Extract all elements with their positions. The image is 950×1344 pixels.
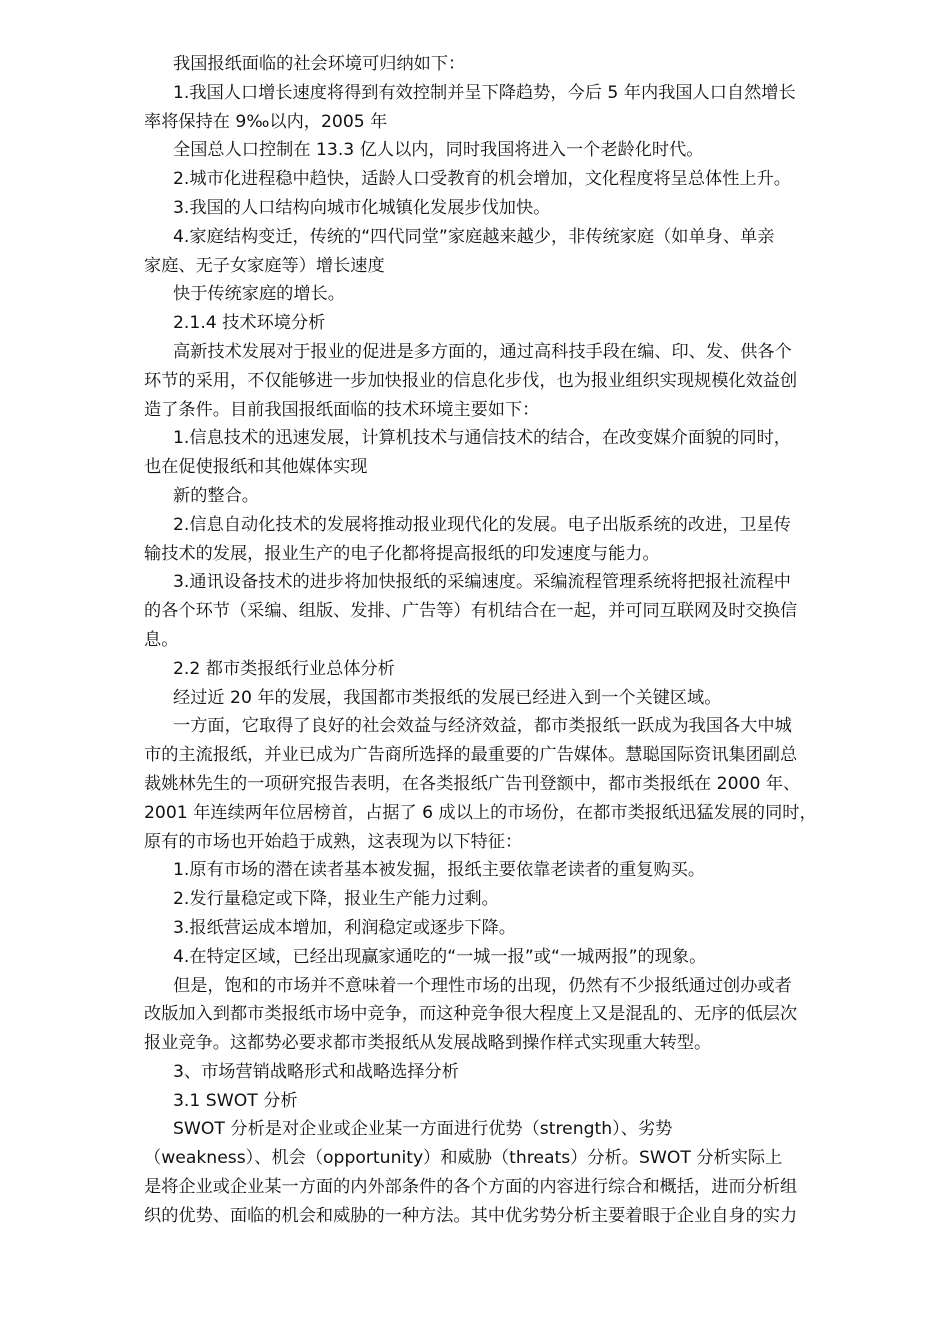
text-line: 1.我国人口增长速度将得到有效控制并呈下降趋势，今后 5 年内我国人口自然增长: [173, 82, 796, 103]
text-line: 家庭、无子女家庭等）增长速度: [144, 255, 385, 276]
document-page: [144, 50, 878, 1231]
text-line: 原有的市场也开始趋于成熟，这表现为以下特征：: [144, 831, 523, 852]
text-line: 一方面，它取得了良好的社会效益与经济效益，都市类报纸一跃成为我国各大中城: [173, 716, 792, 737]
text-line: 市的主流报纸，并业已成为广告商所选择的最重要的广告媒体。慧聪国际资讯集团副总: [144, 745, 798, 766]
text-line: 2.发行量稳定或下降，报业生产能力过剩。: [173, 889, 499, 910]
text-line: 2001 年连续两年位居榜首，占据了 6 成以上的市场份，在都市类报纸迅猛发展的同时，: [144, 802, 817, 823]
text-line: 息。: [144, 629, 179, 650]
text-line: 裁姚林先生的一项研究报告表明，在各类报纸广告刊登额中，都市类报纸在 2000 年、: [144, 773, 801, 794]
text-line: 4.在特定区域，已经出现赢家通吃的“一城一报”或“一城两报”的现象。: [173, 946, 707, 967]
text-line: 也在促使报纸和其他媒体实现: [144, 457, 368, 478]
text-line: 3.1 SWOT 分析: [173, 1090, 298, 1111]
text-line: 2.2 都市类报纸行业总体分析: [173, 658, 395, 679]
text-line: 报业竞争。这都势必要求都市类报纸从发展战略到操作样式实现重大转型。: [144, 1033, 712, 1054]
text-line: 经过近 20 年的发展，我国都市类报纸的发展已经进入到一个关键区域。: [173, 687, 722, 708]
text-line: 我国报纸面临的社会环境可归纳如下：: [173, 54, 466, 74]
text-line: 2.信息自动化技术的发展将推动报业现代化的发展。电子出版系统的改进，卫星传: [173, 514, 791, 535]
text-line: 的各个环节（采编、组版、发排、广告等）有机结合在一起，并可同互联网及时交换信: [144, 601, 798, 622]
text-line: 1.信息技术的迅速发展，计算机技术与通信技术的结合，在改变媒介面貌的同时，: [173, 428, 791, 449]
text-line: 3.报纸营运成本增加，利润稳定或逐步下降。: [173, 917, 516, 938]
text-line: 但是，饱和的市场并不意味着一个理性市场的出现，仍然有不少报纸通过创办或者: [173, 975, 792, 996]
text-line: （weakness）、机会（opportunity）和威胁（threats）分析。SWOT 分析实际上: [144, 1148, 783, 1169]
text-line: 改版加入到都市类报纸市场中竞争，而这种竞争很大程度上又是混乱的、无序的低层次: [144, 1004, 798, 1025]
text-line: 2.城市化进程稳中趋快，适龄人口受教育的机会增加，文化程度将呈总体性上升。: [173, 169, 791, 190]
text-line: 输技术的发展，报业生产的电子化都将提高报纸的印发速度与能力。: [144, 543, 660, 564]
text-line: 4.家庭结构变迁，传统的“四代同堂”家庭越来越少，非传统家庭（如单身、单亲: [173, 226, 775, 247]
text-line: 1.原有市场的潜在读者基本被发掘，报纸主要依靠老读者的重复购买。: [173, 860, 706, 881]
text-line: 3.我国的人口结构向城市化城镇化发展步伐加快。: [173, 197, 551, 218]
text-line: 高新技术发展对于报业的促进是多方面的，通过高科技手段在编、印、发、供各个: [173, 341, 792, 362]
text-line: 全国总人口控制在 13.3 亿人以内，同时我国将进入一个老龄化时代。: [173, 140, 704, 161]
text-line: 新的整合。: [173, 485, 259, 506]
text-line: SWOT 分析是对企业或企业某一方面进行优势（strength）、劣势: [173, 1119, 673, 1140]
text-line: 3、市场营销战略形式和战略选择分析: [173, 1061, 459, 1082]
text-line: 造了条件。目前我国报纸面临的技术环境主要如下：: [144, 399, 540, 420]
text-line: 率将保持在 9‰以内，2005 年: [144, 111, 388, 132]
text-line: 3.通讯设备技术的进步将加快报纸的采编速度。采编流程管理系统将把报社流程中: [173, 572, 791, 593]
text-line: 环节的采用，不仅能够进一步加快报业的信息化步伐，也为报业组织实现规模化效益创: [144, 370, 798, 391]
text-line: 快于传统家庭的增长。: [173, 284, 345, 305]
text-line: 织的优势、面临的机会和威胁的一种方法。其中优劣势分析主要着眼于企业自身的实力: [144, 1205, 798, 1226]
text-line: 2.1.4 技术环境分析: [173, 313, 326, 334]
text-line: 是将企业或企业某一方面的内外部条件的各个方面的内容进行综合和概括，进而分析组: [144, 1177, 798, 1198]
